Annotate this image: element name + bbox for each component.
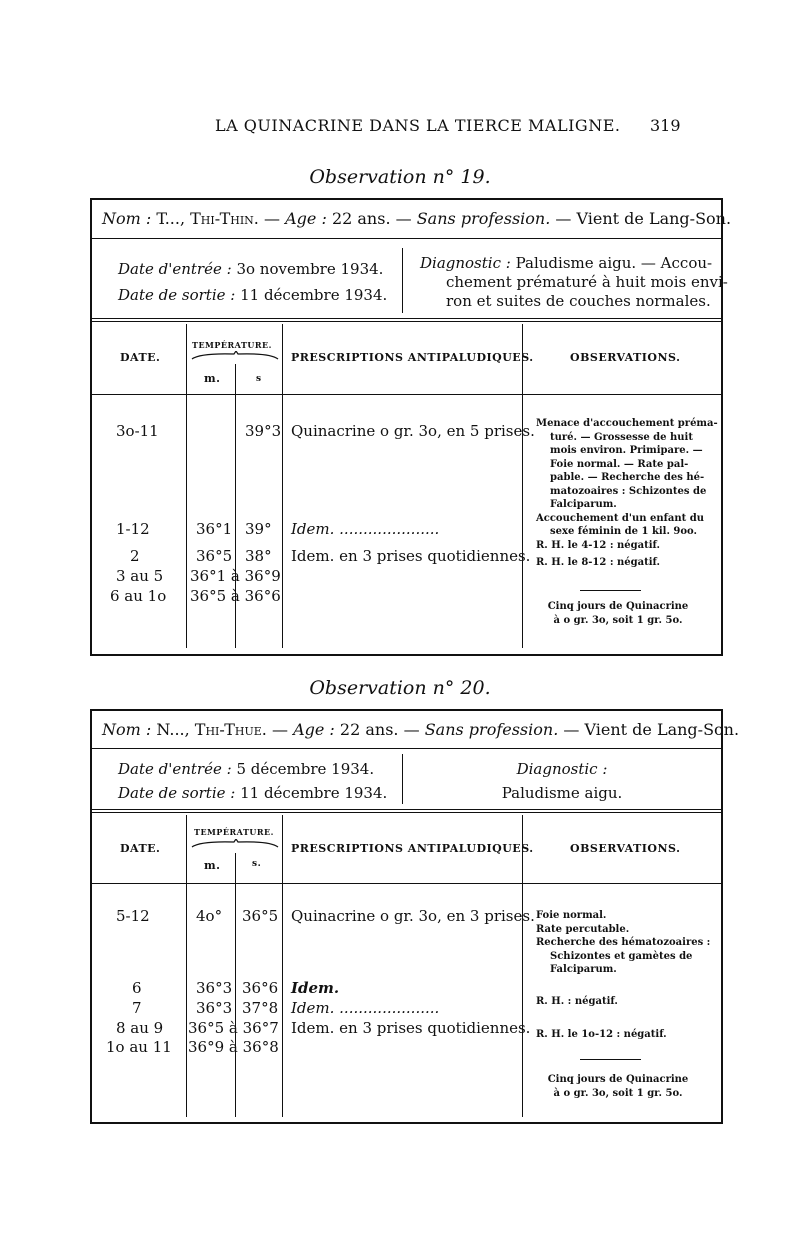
- age-label: Age :: [285, 209, 327, 228]
- header-observations: OBSERVATIONS.: [570, 842, 681, 855]
- note-line: matozoaires : Schizontes de: [550, 485, 707, 497]
- dates-block: [118, 757, 387, 805]
- sortie-label: Date de sortie :: [118, 286, 236, 304]
- page-number: 319: [650, 116, 681, 135]
- dates-block: [118, 256, 387, 308]
- row-date: 6 au 1o: [110, 587, 167, 605]
- header-s: s.: [252, 859, 262, 869]
- row-m: 36°5 à 36°7: [188, 1019, 279, 1037]
- patient-line: Nom : T..., Thi-Thin. — Age : 22 ans. — Sans profession. — Vient de Lang-Son.: [102, 209, 732, 228]
- summary-rule: [580, 590, 641, 591]
- brace-icon: [190, 351, 280, 361]
- row-prescription: Idem. en 3 prises quotidiennes.: [291, 1019, 531, 1037]
- row-s: 36°5: [242, 907, 279, 925]
- row-date: 8 au 9: [116, 1019, 164, 1037]
- sortie-value: 11 décembre 1934.: [240, 286, 388, 304]
- nom-value: N..., Thi-Thue.: [156, 720, 267, 739]
- brace-icon: [190, 839, 280, 849]
- header-m: m.: [204, 372, 221, 385]
- note-line: turé. — Grossesse de huit: [550, 431, 693, 443]
- header-prescriptions: PRESCRIPTIONS ANTIPALUDIQUES.: [291, 842, 534, 855]
- note-line: Menace d'accouchement préma-: [536, 418, 718, 429]
- summary-line: Cinq jours de Quinacrine: [547, 1074, 689, 1085]
- note-line: Foie normal. — Rate pal-: [550, 458, 689, 470]
- row-m: 36°9 à 36°8: [188, 1038, 279, 1056]
- diagnostic-line: Paludisme aigu. — Accou-: [515, 254, 713, 272]
- observation-notes: [536, 909, 710, 1042]
- row-prescription: Idem. en 3 prises quotidiennes.: [291, 547, 531, 565]
- origin: Vient de Lang-Son.: [576, 209, 732, 228]
- nom-value: T..., Thi-Thin.: [156, 209, 259, 228]
- row-s: 37°8: [242, 999, 279, 1017]
- row-date: 5-12: [116, 907, 150, 925]
- diagnostic-label: Diagnostic :: [420, 254, 511, 272]
- profession: Sans profession.: [424, 720, 559, 739]
- diagnostic-line: chement prématuré à huit mois envi-: [446, 273, 728, 291]
- entree-label: Date d'entrée :: [118, 760, 232, 778]
- nom-label: Nom :: [102, 720, 152, 739]
- sortie-label: Date de sortie :: [118, 784, 236, 802]
- note-line: R. H. le 8-12 : négatif.: [536, 557, 660, 568]
- running-title: LA QUINACRINE DANS LA TIERCE MALIGNE.: [215, 116, 621, 135]
- row-prescription: Quinacrine o gr. 3o, en 5 prises.: [291, 422, 535, 440]
- row-date: 2: [130, 547, 140, 565]
- age-value: 22 ans.: [339, 720, 399, 739]
- row-s: 39°: [245, 520, 272, 538]
- observation-19-title: Observation n° 19.: [309, 166, 491, 188]
- observation-19-table: [90, 198, 732, 656]
- row-m: 36°3: [196, 999, 233, 1017]
- header-m: m.: [204, 859, 221, 872]
- note-line: Accouchement d'un enfant du: [536, 512, 705, 524]
- note-line: Foie normal.: [536, 910, 607, 921]
- row-m: 4o°: [196, 907, 223, 925]
- row-s: 38°: [245, 547, 272, 565]
- header-prescriptions: PRESCRIPTIONS ANTIPALUDIQUES.: [291, 351, 534, 364]
- diagnostic-line: ron et suites de couches normales.: [446, 292, 711, 310]
- note-line: Falciparum.: [550, 964, 617, 975]
- row-prescription: Quinacrine o gr. 3o, en 3 prises.: [291, 907, 535, 925]
- summary-rule: [580, 1059, 641, 1060]
- observation-notes: [536, 417, 718, 570]
- header-date: DATE.: [120, 842, 161, 855]
- note-line: sexe féminin de 1 kil. 9oo.: [550, 526, 698, 537]
- row-prescription: Idem. .....................: [291, 520, 440, 538]
- note-line: R. H. le 1o-12 : négatif.: [536, 1029, 667, 1040]
- row-date: 3o-11: [116, 422, 159, 440]
- row-m: 36°1 à 36°9: [190, 567, 281, 585]
- diagnostic-block: [412, 757, 712, 805]
- summary-line: à o gr. 3o, soit 1 gr. 5o.: [553, 1087, 683, 1099]
- note-line: Recherche des hématozoaires :: [536, 937, 711, 948]
- note-line: Schizontes et gamètes de: [550, 950, 693, 962]
- row-s: 39°3: [245, 422, 282, 440]
- summary-line: Cinq jours de Quinacrine: [547, 601, 689, 612]
- header-s: s: [256, 374, 262, 384]
- header-date: DATE.: [120, 351, 161, 364]
- row-m: 36°5 à 36°6: [190, 587, 281, 605]
- summary: [538, 600, 698, 627]
- entree-value: 3o novembre 1934.: [236, 260, 384, 278]
- row-s: 36°6: [242, 979, 279, 997]
- note-line: R. H. le 4-12 : négatif.: [536, 539, 660, 551]
- observation-20-title: Observation n° 20.: [309, 677, 491, 699]
- note-line: mois environ. Primipare. —: [550, 445, 703, 456]
- row-date: 1-12: [116, 520, 150, 538]
- header-observations: OBSERVATIONS.: [570, 351, 681, 364]
- row-date: 6: [132, 979, 142, 997]
- diagnostic-line: Paludisme aigu.: [501, 784, 623, 802]
- row-date: 7: [132, 999, 142, 1017]
- note-line: pable. — Recherche des hé-: [550, 472, 705, 483]
- origin: Vient de Lang-Son.: [584, 720, 740, 739]
- row-m: 36°1: [196, 520, 233, 538]
- summary-line: à o gr. 3o, soit 1 gr. 5o.: [553, 614, 683, 626]
- nom-label: Nom :: [102, 209, 152, 228]
- header-temperature: TEMPÉRATURE.: [194, 827, 274, 837]
- row-date: 3 au 5: [116, 567, 164, 585]
- row-prescription: Idem.: [291, 979, 340, 997]
- row-prescription: Idem. .....................: [291, 999, 440, 1017]
- note-line: Falciparum.: [550, 499, 617, 510]
- profession: Sans profession.: [416, 209, 551, 228]
- sortie-value: 11 décembre 1934.: [240, 784, 388, 802]
- header-temperature: TEMPÉRATURE.: [192, 340, 272, 350]
- note-line: R. H. : négatif.: [536, 995, 618, 1007]
- row-m: 36°5: [196, 547, 233, 565]
- age-label: Age :: [293, 720, 335, 739]
- note-line: Rate percutable.: [536, 923, 630, 935]
- diagnostic-block: [420, 254, 728, 311]
- summary: [538, 1073, 698, 1100]
- diagnostic-label: Diagnostic :: [516, 760, 608, 778]
- entree-label: Date d'entrée :: [118, 260, 232, 278]
- running-head: [0, 116, 800, 140]
- patient-line: Nom : N..., Thi-Thue. — Age : 22 ans. — Sans profession. — Vient de Lang-Son.: [102, 720, 740, 739]
- row-date: 1o au 11: [106, 1038, 172, 1056]
- entree-value: 5 décembre 1934.: [236, 760, 375, 778]
- age-value: 22 ans.: [331, 209, 391, 228]
- row-m: 36°3: [196, 979, 233, 997]
- observation-20-table: [90, 709, 740, 1124]
